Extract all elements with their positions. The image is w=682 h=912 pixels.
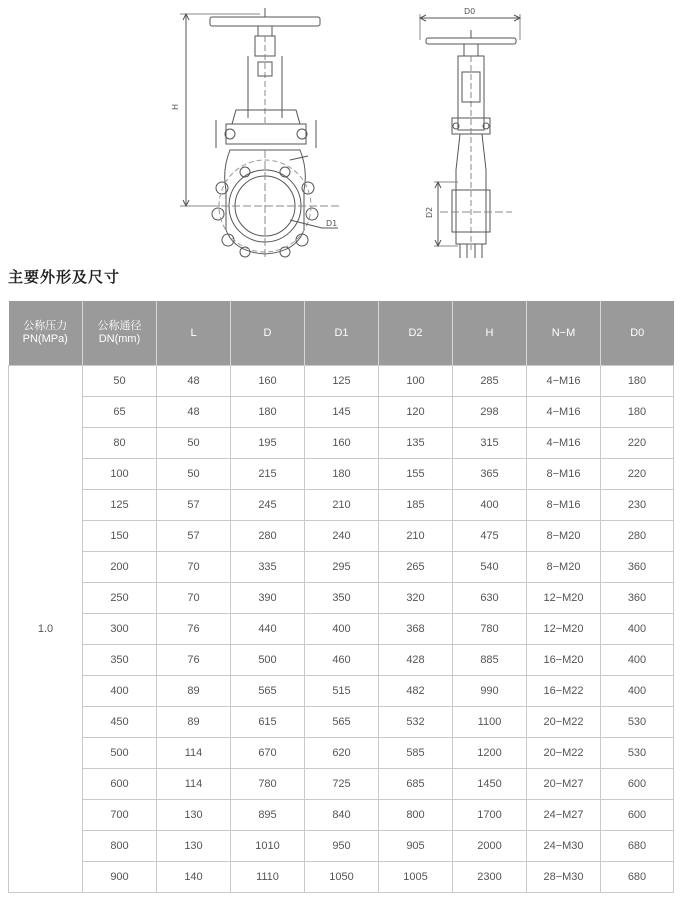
table-cell: 400 bbox=[453, 490, 527, 521]
table-cell: 540 bbox=[453, 552, 527, 583]
table-cell: 125 bbox=[305, 366, 379, 397]
table-cell: 8−M16 bbox=[527, 459, 601, 490]
table-cell: 840 bbox=[305, 800, 379, 831]
table-cell: 8−M20 bbox=[527, 552, 601, 583]
table-cell: 195 bbox=[231, 428, 305, 459]
table-cell: 180 bbox=[231, 397, 305, 428]
table-cell: 8−M16 bbox=[527, 490, 601, 521]
table-cell: 80 bbox=[83, 428, 157, 459]
table-cell: 615 bbox=[231, 707, 305, 738]
table-cell: 780 bbox=[453, 614, 527, 645]
table-body bbox=[9, 366, 674, 893]
table-cell: 280 bbox=[601, 521, 674, 552]
table-cell: 4−M16 bbox=[527, 428, 601, 459]
table-cell: 48 bbox=[157, 366, 231, 397]
table-cell: 350 bbox=[83, 645, 157, 676]
dimension-label-d0: D0 bbox=[464, 7, 476, 16]
table-cell: 125 bbox=[83, 490, 157, 521]
table-cell: 16−M20 bbox=[527, 645, 601, 676]
table-cell: 2300 bbox=[453, 862, 527, 893]
table-cell: 565 bbox=[231, 676, 305, 707]
table-cell: 12−M20 bbox=[527, 614, 601, 645]
table-cell: 180 bbox=[601, 366, 674, 397]
table-cell: 400 bbox=[305, 614, 379, 645]
table-cell: 100 bbox=[379, 366, 453, 397]
table-row bbox=[9, 583, 674, 614]
table-cell: 515 bbox=[305, 676, 379, 707]
table-cell: 368 bbox=[379, 614, 453, 645]
table-cell: 620 bbox=[305, 738, 379, 769]
header-d0: D0 bbox=[601, 301, 674, 366]
table-cell: 4−M16 bbox=[527, 397, 601, 428]
table-cell: 250 bbox=[83, 583, 157, 614]
table-cell: 900 bbox=[83, 862, 157, 893]
table-cell: 140 bbox=[157, 862, 231, 893]
table-cell: 482 bbox=[379, 676, 453, 707]
table-cell: 895 bbox=[231, 800, 305, 831]
dimension-label-h: H bbox=[171, 103, 180, 110]
table-cell: 315 bbox=[453, 428, 527, 459]
table-cell: 57 bbox=[157, 521, 231, 552]
table-cell: 725 bbox=[305, 769, 379, 800]
table-cell: 2000 bbox=[453, 831, 527, 862]
table-cell: 800 bbox=[379, 800, 453, 831]
table-cell: 200 bbox=[83, 552, 157, 583]
table-cell: 360 bbox=[601, 552, 674, 583]
table-row bbox=[9, 428, 674, 459]
table-cell: 150 bbox=[83, 521, 157, 552]
table-cell: 360 bbox=[601, 583, 674, 614]
table-row bbox=[9, 738, 674, 769]
section-title: 主要外形及尺寸 bbox=[8, 268, 121, 286]
header-n-m: N−M bbox=[527, 301, 601, 366]
table-cell: 700 bbox=[83, 800, 157, 831]
table-row bbox=[9, 397, 674, 428]
table-cell: 685 bbox=[379, 769, 453, 800]
table-cell: 1100 bbox=[453, 707, 527, 738]
table-cell: 400 bbox=[83, 676, 157, 707]
table-cell: 285 bbox=[453, 366, 527, 397]
table-cell: 70 bbox=[157, 583, 231, 614]
table-cell: 500 bbox=[83, 738, 157, 769]
table-cell: 185 bbox=[379, 490, 453, 521]
table-cell: 295 bbox=[305, 552, 379, 583]
table-cell: 265 bbox=[379, 552, 453, 583]
header-l: L bbox=[157, 301, 231, 366]
table-cell: 350 bbox=[305, 583, 379, 614]
table-cell: 460 bbox=[305, 645, 379, 676]
table-cell: 365 bbox=[453, 459, 527, 490]
table-row bbox=[9, 800, 674, 831]
table-cell: 76 bbox=[157, 614, 231, 645]
table-cell: 180 bbox=[601, 397, 674, 428]
table-cell: 50 bbox=[157, 459, 231, 490]
table-cell: 565 bbox=[305, 707, 379, 738]
table-row bbox=[9, 614, 674, 645]
table-cell: 57 bbox=[157, 490, 231, 521]
table-cell: 130 bbox=[157, 800, 231, 831]
table-row bbox=[9, 769, 674, 800]
table-cell: 298 bbox=[453, 397, 527, 428]
table-cell: 400 bbox=[601, 676, 674, 707]
table-cell: 440 bbox=[231, 614, 305, 645]
pressure-cell: 1.0 bbox=[9, 366, 83, 893]
table-cell: 50 bbox=[83, 366, 157, 397]
table-cell: 1700 bbox=[453, 800, 527, 831]
table-cell: 180 bbox=[305, 459, 379, 490]
header-pressure: 公称压力 PN(MPa) bbox=[9, 301, 83, 366]
table-row bbox=[9, 831, 674, 862]
table-cell: 16−M22 bbox=[527, 676, 601, 707]
table-row bbox=[9, 552, 674, 583]
table-cell: 24−M27 bbox=[527, 800, 601, 831]
table-cell: 390 bbox=[231, 583, 305, 614]
table-cell: 585 bbox=[379, 738, 453, 769]
table-cell: 8−M20 bbox=[527, 521, 601, 552]
table-cell: 145 bbox=[305, 397, 379, 428]
table-cell: 530 bbox=[601, 738, 674, 769]
valve-technical-drawing bbox=[0, 0, 682, 262]
table-cell: 215 bbox=[231, 459, 305, 490]
header-d: D bbox=[231, 301, 305, 366]
table-cell: 24−M30 bbox=[527, 831, 601, 862]
table-cell: 450 bbox=[83, 707, 157, 738]
table-cell: 532 bbox=[379, 707, 453, 738]
table-cell: 48 bbox=[157, 397, 231, 428]
table-cell: 89 bbox=[157, 676, 231, 707]
table-cell: 160 bbox=[231, 366, 305, 397]
table-cell: 20−M22 bbox=[527, 738, 601, 769]
table-cell: 4−M16 bbox=[527, 366, 601, 397]
table-cell: 670 bbox=[231, 738, 305, 769]
table-cell: 220 bbox=[601, 459, 674, 490]
table-cell: 20−M22 bbox=[527, 707, 601, 738]
table-cell: 245 bbox=[231, 490, 305, 521]
header-nominal-diameter: 公称通径 DN(mm) bbox=[83, 301, 157, 366]
table-cell: 100 bbox=[83, 459, 157, 490]
table-cell: 800 bbox=[83, 831, 157, 862]
table-cell: 1005 bbox=[379, 862, 453, 893]
table-cell: 135 bbox=[379, 428, 453, 459]
table-cell: 428 bbox=[379, 645, 453, 676]
table-cell: 885 bbox=[453, 645, 527, 676]
table-cell: 1450 bbox=[453, 769, 527, 800]
table-cell: 1200 bbox=[453, 738, 527, 769]
table-cell: 50 bbox=[157, 428, 231, 459]
table-cell: 600 bbox=[601, 769, 674, 800]
table-cell: 630 bbox=[453, 583, 527, 614]
table-cell: 70 bbox=[157, 552, 231, 583]
table-cell: 280 bbox=[231, 521, 305, 552]
table-cell: 155 bbox=[379, 459, 453, 490]
table-cell: 475 bbox=[453, 521, 527, 552]
table-cell: 530 bbox=[601, 707, 674, 738]
table-cell: 130 bbox=[157, 831, 231, 862]
table-cell: 210 bbox=[379, 521, 453, 552]
table-cell: 300 bbox=[83, 614, 157, 645]
header-d2: D2 bbox=[379, 301, 453, 366]
table-cell: 65 bbox=[83, 397, 157, 428]
table-cell: 20−M27 bbox=[527, 769, 601, 800]
table-cell: 320 bbox=[379, 583, 453, 614]
table-cell: 240 bbox=[305, 521, 379, 552]
table-cell: 950 bbox=[305, 831, 379, 862]
table-row bbox=[9, 490, 674, 521]
table-cell: 220 bbox=[601, 428, 674, 459]
table-row bbox=[9, 862, 674, 893]
table-cell: 600 bbox=[601, 800, 674, 831]
table-cell: 76 bbox=[157, 645, 231, 676]
table-cell: 335 bbox=[231, 552, 305, 583]
table-cell: 210 bbox=[305, 490, 379, 521]
header-h: H bbox=[453, 301, 527, 366]
table-cell: 600 bbox=[83, 769, 157, 800]
dimension-label-d2: D2 bbox=[425, 206, 434, 218]
table-cell: 28−M30 bbox=[527, 862, 601, 893]
table-cell: 780 bbox=[231, 769, 305, 800]
dimension-label-d1: D1 bbox=[326, 219, 338, 228]
table-cell: 680 bbox=[601, 862, 674, 893]
table-cell: 400 bbox=[601, 614, 674, 645]
table-cell: 160 bbox=[305, 428, 379, 459]
table-row bbox=[9, 459, 674, 490]
table-cell: 230 bbox=[601, 490, 674, 521]
table-row bbox=[9, 521, 674, 552]
table-row bbox=[9, 676, 674, 707]
table-row bbox=[9, 366, 674, 397]
table-cell: 120 bbox=[379, 397, 453, 428]
table-cell: 990 bbox=[453, 676, 527, 707]
table-cell: 114 bbox=[157, 769, 231, 800]
table-cell: 500 bbox=[231, 645, 305, 676]
table-header-row bbox=[9, 301, 674, 366]
header-d1: D1 bbox=[305, 301, 379, 366]
table-row bbox=[9, 707, 674, 738]
table-cell: 680 bbox=[601, 831, 674, 862]
table-cell: 1050 bbox=[305, 862, 379, 893]
table-row bbox=[9, 645, 674, 676]
dimensions-table bbox=[8, 301, 674, 893]
table-cell: 89 bbox=[157, 707, 231, 738]
table-cell: 400 bbox=[601, 645, 674, 676]
table-cell: 114 bbox=[157, 738, 231, 769]
table-cell: 1110 bbox=[231, 862, 305, 893]
table-cell: 1010 bbox=[231, 831, 305, 862]
table-cell: 905 bbox=[379, 831, 453, 862]
table-cell: 12−M20 bbox=[527, 583, 601, 614]
